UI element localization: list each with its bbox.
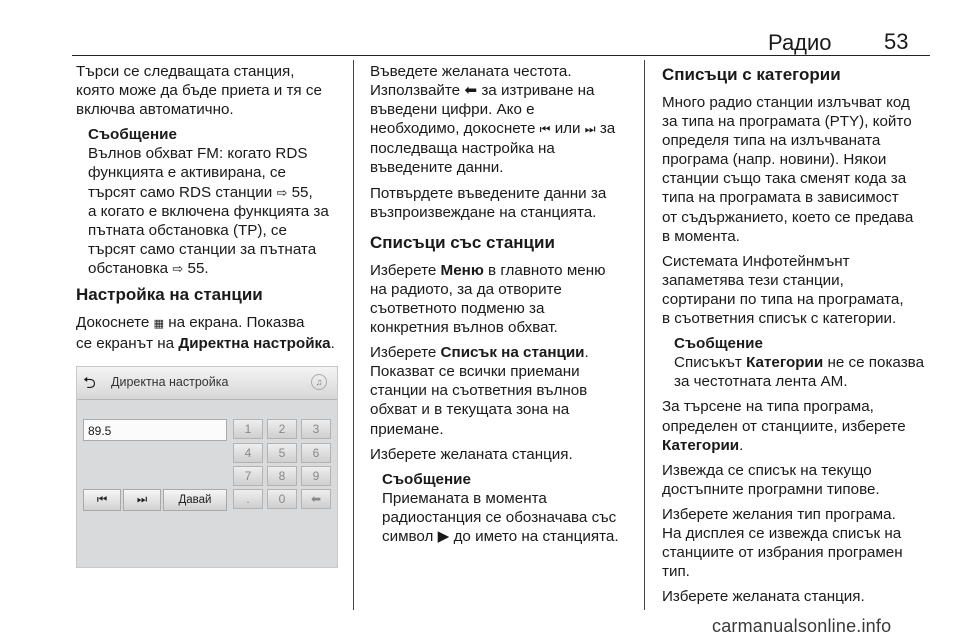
text-line: . xyxy=(584,344,589,362)
screen-title-bar xyxy=(77,367,337,400)
text-line: последваща настройка на xyxy=(370,140,555,158)
text-line: Вълнов обхват FM: когато RDS xyxy=(88,145,308,163)
text-line: Изберете xyxy=(370,344,437,362)
text-line: се екранът на xyxy=(76,335,175,353)
intro-paragraph xyxy=(76,62,348,119)
key-9: 9 xyxy=(301,466,331,486)
text-line: в главното меню xyxy=(488,261,606,279)
screen-title: Директна настройка xyxy=(111,375,229,389)
text-line: в съответния списък с категории. xyxy=(662,310,897,328)
text-line: сортирани по типа на програмата, xyxy=(662,290,904,308)
note-block xyxy=(370,470,638,546)
key-dot: . xyxy=(233,489,263,509)
text-line: Показват се всички приемани xyxy=(370,363,580,381)
section-heading: Настройка на станции xyxy=(76,285,263,305)
key-0: 0 xyxy=(267,489,297,509)
text-line: определя типа на излъчваната xyxy=(662,132,881,150)
text-line: Системата Инфотейнмънт xyxy=(662,252,850,270)
text-line: Въведете желаната честота. xyxy=(370,63,572,80)
list-types-paragraph xyxy=(662,461,938,499)
prev-step-icon: ⏮ xyxy=(539,122,551,137)
text-line: търсят само RDS станции xyxy=(88,183,273,201)
text-line: станциите от избрания програмен xyxy=(662,544,903,562)
section-heading: Списъци със станции xyxy=(370,232,555,252)
text-line: която може да бъде приета и тя се xyxy=(76,82,322,100)
text-line: типа на програмата в зависимост xyxy=(662,189,899,207)
bold-term: Категории xyxy=(662,436,740,454)
key-2: 2 xyxy=(267,419,297,439)
column-1 xyxy=(76,62,348,359)
text-line: възпроизвеждане на станцията. xyxy=(370,203,597,221)
text-line: на екрана. Показва xyxy=(168,314,305,332)
text-line: радиостанция се обозначава със xyxy=(382,508,617,526)
text-line: станции на съответния вълнов xyxy=(370,382,588,400)
text-line: за типа на програмата (PTY), който xyxy=(662,113,912,131)
select-station-paragraph: Изберете желаната станция. xyxy=(662,588,865,606)
search-type-paragraph xyxy=(662,397,938,454)
text-line: до името на станцията. xyxy=(453,527,619,545)
text-line: Търси се следващата станция, xyxy=(76,63,295,80)
text-line: програма (напр. новини). Някои xyxy=(662,151,887,169)
watermark: carmanualsonline.info xyxy=(712,616,892,636)
text-line: за изтриване на xyxy=(481,82,595,100)
note-title: Съобщение xyxy=(674,335,763,353)
text-line: обхват и в текущата зона на xyxy=(370,401,570,419)
page-ref-icon: ⇨ xyxy=(276,184,288,200)
note-title: Съобщение xyxy=(382,470,471,488)
text-line: на радиото, за да отворите xyxy=(370,280,562,298)
section-heading: Списъци с категории xyxy=(662,65,841,84)
frequency-input: 89.5 xyxy=(83,419,227,441)
play-arrow-icon: ▶ xyxy=(437,527,450,545)
text-line: Приеманата в момента xyxy=(382,489,547,507)
note-block xyxy=(76,125,348,278)
tune-paragraph xyxy=(76,313,348,353)
station-list-paragraph xyxy=(370,343,638,438)
prev-step-icon: ⏮ xyxy=(83,489,121,511)
bold-term: Категории xyxy=(746,354,824,372)
note-block xyxy=(662,334,938,391)
key-4: 4 xyxy=(233,443,263,463)
header-rule xyxy=(72,55,930,56)
pty-paragraph xyxy=(662,93,938,246)
text-line: съответното подменю за xyxy=(370,299,545,317)
text-line: достъпните програмни типове. xyxy=(662,480,880,498)
text-line: Много радио станции излъчват код xyxy=(662,94,910,111)
tune-icon: ▦ xyxy=(153,318,164,331)
key-1: 1 xyxy=(233,419,263,439)
backspace-icon: ⬅ xyxy=(464,82,478,100)
text-line: За търсене на типа програма, xyxy=(662,398,874,416)
text-line: Потвърдете въведените данни за xyxy=(370,184,607,202)
key-backspace: ⬅ xyxy=(301,489,331,509)
enter-frequency-paragraph xyxy=(370,62,638,178)
page-ref-icon: ⇨ xyxy=(172,260,184,276)
text-line: за xyxy=(599,120,616,138)
text-line: търсят само станции за пътната xyxy=(88,240,317,258)
text-line: . xyxy=(330,335,335,353)
text-line: станции също така сменят кода за xyxy=(662,170,907,188)
bold-term: Директна настройка xyxy=(178,335,331,353)
select-station-paragraph: Изберете желаната станция. xyxy=(370,445,573,463)
key-3: 3 xyxy=(301,419,331,439)
page-header-title: Радио xyxy=(768,30,832,55)
select-type-paragraph xyxy=(662,505,938,581)
text-line: функцията е активирана, се xyxy=(88,164,286,182)
text-line: Използвайте xyxy=(370,82,461,100)
key-6: 6 xyxy=(301,443,331,463)
text-line: въведените данни. xyxy=(370,159,504,177)
menu-paragraph xyxy=(370,261,638,337)
text-line: а когато е включена функцията за xyxy=(88,202,329,220)
text-line: тип. xyxy=(662,563,690,581)
note-title: Съобщение xyxy=(88,126,177,144)
text-line: обстановка xyxy=(88,259,169,277)
go-button: Давай xyxy=(163,489,227,511)
text-line: или xyxy=(554,120,581,138)
next-step-icon: ⏭ xyxy=(123,489,161,511)
next-step-icon: ⏭ xyxy=(584,122,596,137)
page-ref: 55, xyxy=(291,183,313,201)
confirm-paragraph xyxy=(370,184,638,222)
page-number: 53 xyxy=(884,29,909,54)
key-7: 7 xyxy=(233,466,263,486)
key-8: 8 xyxy=(267,466,297,486)
text-line: символ xyxy=(382,527,434,545)
direct-tune-screenshot xyxy=(76,366,338,568)
text-line: от съдържанието, което се предава xyxy=(662,208,914,226)
text-line: запаметява тези станции, xyxy=(662,271,844,289)
text-line: включва автоматично. xyxy=(76,101,234,119)
text-line: конкретния вълнов обхват. xyxy=(370,319,558,337)
page-ref: 55. xyxy=(187,259,209,277)
text-line: определен от станциите, изберете xyxy=(662,417,906,435)
text-line: приемане. xyxy=(370,420,444,438)
text-line: Извежда се списък на текущо xyxy=(662,461,872,479)
text-line: пътната обстановка (TP), се xyxy=(88,221,287,239)
bold-term: Меню xyxy=(440,261,484,279)
text-line: Списъкът xyxy=(674,354,742,372)
bold-term: Списък на станции xyxy=(440,344,585,362)
music-note-icon: ♫ xyxy=(311,374,327,390)
text-line: в момента. xyxy=(662,227,740,245)
text-line: въведени цифри. Ако е xyxy=(370,101,535,119)
column-divider-1 xyxy=(353,60,354,610)
text-line: за честотната лента AM. xyxy=(674,373,848,391)
text-line: . xyxy=(739,436,744,454)
text-line: не се показва xyxy=(827,354,925,372)
text-line: Изберете желания тип програма. xyxy=(662,505,896,523)
column-2 xyxy=(370,62,638,552)
text-line: Докоснете xyxy=(76,314,150,332)
back-icon: ⮌ xyxy=(83,375,96,392)
text-line: На дисплея се извежда списък на xyxy=(662,524,902,542)
column-3 xyxy=(662,62,938,612)
infotainment-paragraph xyxy=(662,252,938,328)
column-divider-2 xyxy=(644,60,645,610)
key-5: 5 xyxy=(267,443,297,463)
text-line: Изберете xyxy=(370,261,437,279)
text-line: необходимо, докоснете xyxy=(370,120,536,138)
